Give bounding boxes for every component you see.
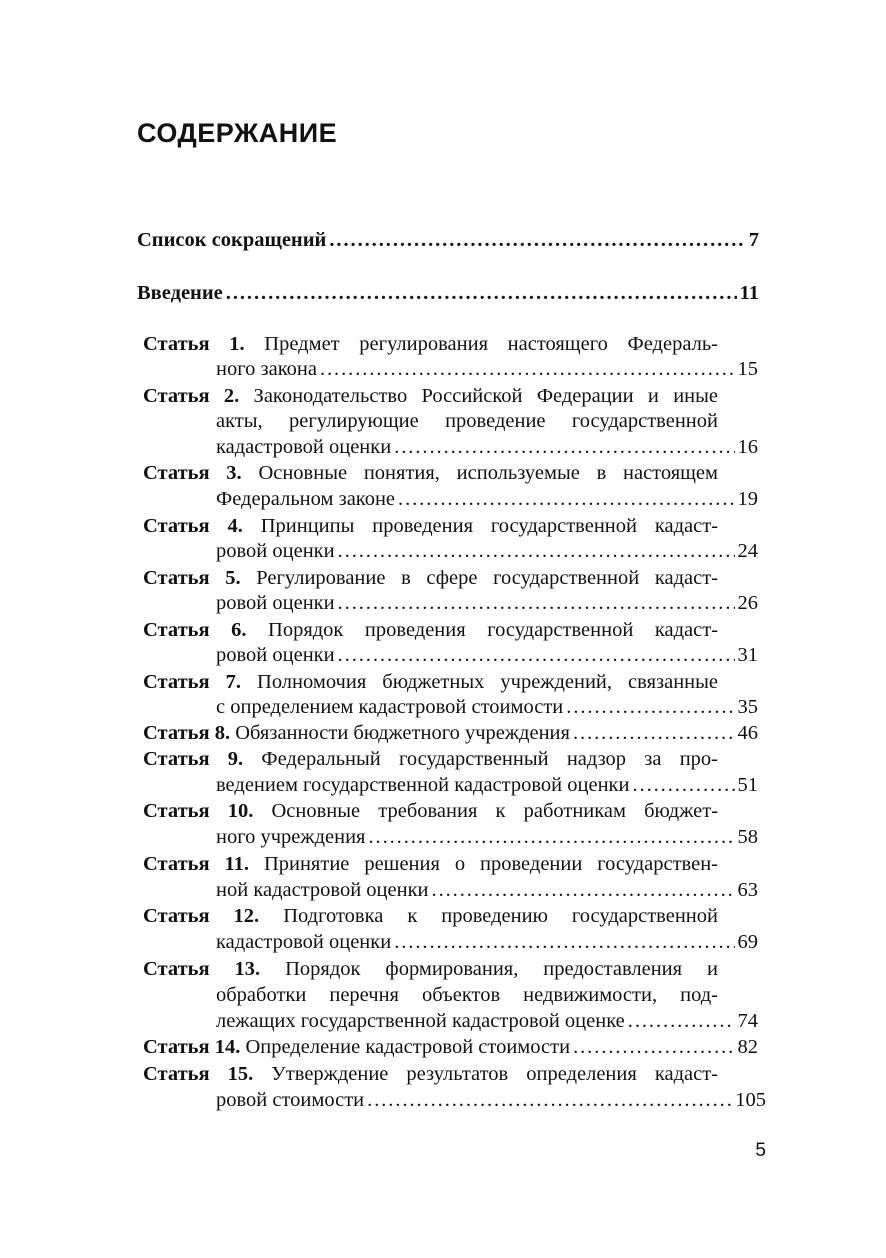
article-title: Принятие решения о проведении государствен- [263, 853, 718, 875]
leader-dots [367, 1087, 732, 1113]
toc-entry-article-12-cont[interactable] [216, 929, 758, 955]
toc-entry-article-15[interactable] [143, 1061, 718, 1087]
article-title-cont: Федеральном законе [216, 488, 396, 510]
article-title-cont: ной кадастровой оценки [216, 879, 429, 901]
toc-entry-article-11[interactable] [143, 851, 718, 877]
toc-entry-article-9-cont[interactable] [216, 772, 758, 798]
leader-dots [338, 538, 735, 564]
toc-entry-article-6-cont[interactable] [216, 642, 758, 668]
article-label: Статья 12. [143, 905, 260, 927]
article-label: Статья 7. [143, 671, 241, 693]
article-title-cont: ведением государственной кадастровой оценки [216, 774, 630, 796]
article-title: Определение кадастровой стоимости [245, 1036, 571, 1058]
leader-dots [226, 280, 737, 306]
article-label: Статья 4. [143, 515, 243, 537]
article-title: Обязанности бюджетного учреждения [235, 722, 570, 744]
leader-dots [566, 694, 734, 720]
toc-entry-article-4-cont[interactable] [216, 538, 758, 564]
leader-dots [632, 772, 734, 798]
article-title-cont: ровой оценки [216, 644, 335, 666]
toc-page-number: 82 [737, 1036, 758, 1058]
toc-page-number: 19 [737, 488, 758, 510]
article-title: Полномочия бюджетных учреждений, связанные [257, 671, 719, 693]
article-title-cont: ного учреждения [216, 826, 366, 848]
leader-dots [338, 642, 735, 668]
leader-dots [398, 486, 734, 512]
leader-dots [432, 877, 735, 903]
toc-entry-article-4[interactable] [143, 513, 718, 539]
article-label: Статья 10. [143, 800, 254, 822]
toc-entry-article-12[interactable] [143, 903, 718, 929]
toc-entry-article-2-cont2[interactable] [216, 434, 758, 460]
article-title-cont: лежащих государственной кадастровой оценке [216, 1010, 625, 1032]
leader-dots [368, 824, 734, 850]
toc-entry-article-5-cont[interactable] [216, 590, 758, 616]
article-label: Статья 6. [143, 619, 247, 641]
article-title-cont: кадастровой оценки [216, 436, 392, 458]
toc-entry-article-13-cont2[interactable] [216, 1008, 758, 1034]
toc-entry-article-13[interactable] [143, 956, 718, 982]
article-title-cont: ровой оценки [216, 592, 335, 614]
toc-entry-introduction[interactable] [137, 280, 759, 306]
toc-page-number: 51 [737, 774, 758, 796]
article-label: Статья 11. [143, 853, 249, 875]
article-label: Статья 5. [143, 567, 241, 589]
toc-page-number: 105 [735, 1089, 766, 1111]
article-label: Статья 14. [143, 1036, 241, 1058]
leader-dots [329, 227, 745, 253]
article-title-cont: обработки перечня объектов недвижимости, под- [216, 984, 718, 1006]
toc-entry-article-10[interactable] [143, 798, 718, 824]
toc-entry-article-1[interactable] [143, 331, 718, 357]
article-label: Статья 8. [143, 722, 231, 744]
leader-dots [338, 590, 735, 616]
article-label: Статья 9. [143, 748, 244, 770]
leader-dots [573, 1034, 734, 1060]
article-label: Статья 15. [143, 1063, 254, 1085]
toc-page-number: 24 [737, 540, 758, 562]
leader-dots [628, 1008, 735, 1034]
toc-entry-article-7-cont[interactable] [216, 694, 758, 720]
article-title: Предмет регулирования настоящего Федераль- [264, 333, 718, 355]
article-title: Федеральный государственный надзор за про- [261, 748, 718, 770]
toc-entry-article-5[interactable] [143, 565, 718, 591]
toc-entry-article-6[interactable] [143, 617, 718, 643]
toc-entry-article-2[interactable] [143, 383, 718, 409]
toc-entry-article-10-cont[interactable] [216, 824, 758, 850]
leader-dots [394, 929, 734, 955]
article-label: Статья 3. [143, 462, 242, 484]
toc-entry-article-15-cont[interactable] [216, 1087, 766, 1113]
toc-page-number: 74 [737, 1010, 758, 1032]
toc-entry-title: Введение [137, 282, 223, 304]
toc-page-number: 63 [737, 879, 758, 901]
article-title: Основные понятия, используемые в настоящем [258, 462, 719, 484]
toc-entry-article-1-cont[interactable] [216, 356, 758, 382]
toc-page-number: 16 [737, 436, 758, 458]
toc-entry-title: Список сокращений [137, 229, 327, 251]
toc-entry-article-13-cont[interactable] [216, 982, 718, 1008]
toc-page-number: 35 [737, 696, 758, 718]
toc-page-number: 7 [748, 229, 759, 251]
toc-entry-abbreviations[interactable] [137, 227, 759, 253]
article-title: Регулирование в сфере государственной кадаст- [256, 567, 719, 589]
toc-page-number: 58 [737, 826, 758, 848]
toc-page-number: 46 [737, 722, 758, 744]
toc-entry-article-7[interactable] [143, 669, 718, 695]
article-title: Принципы проведения государственной кадаст- [260, 515, 719, 537]
article-title-cont: ного закона [216, 358, 317, 380]
toc-page-number: 69 [737, 931, 758, 953]
article-title-cont: с определением кадастровой стоимости [216, 696, 564, 718]
leader-dots [394, 434, 734, 460]
article-title-cont: акты, регулирующие проведение государственной [216, 410, 718, 432]
toc-entry-article-11-cont[interactable] [216, 877, 758, 903]
article-label: Статья 2. [143, 385, 240, 407]
page-title: СОДЕРЖАНИЕ [137, 118, 338, 148]
article-title: Основные требования к работникам бюджет- [271, 800, 719, 822]
toc-entry-article-3-cont[interactable] [216, 486, 758, 512]
toc-entry-article-14[interactable] [143, 1034, 758, 1060]
article-title: Утверждение результатов определения кадаст- [271, 1063, 718, 1085]
article-title: Порядок формирования, предоставления и [285, 958, 718, 980]
toc-page-number: 11 [739, 282, 759, 304]
article-title: Подготовка к проведению государственной [283, 905, 718, 927]
toc-entry-article-3[interactable] [143, 460, 718, 486]
article-title-cont: кадастровой оценки [216, 931, 392, 953]
article-title-cont: ровой стоимости [216, 1089, 365, 1111]
toc-page-number: 26 [737, 592, 758, 614]
toc-entry-article-2-cont[interactable] [216, 408, 718, 434]
article-label: Статья 1. [143, 333, 245, 355]
article-title: Законодательство Российской Федерации и иные [253, 385, 719, 407]
article-title-cont: ровой оценки [216, 540, 335, 562]
leader-dots [573, 720, 735, 746]
article-title: Порядок проведения государственной кадаст- [268, 619, 718, 641]
leader-dots [320, 356, 735, 382]
toc-entry-article-9[interactable] [143, 746, 718, 772]
toc-page-number: 31 [737, 644, 758, 666]
toc-page-number: 15 [737, 358, 758, 380]
article-label: Статья 13. [143, 958, 261, 980]
page-number: 5 [755, 1140, 766, 1161]
toc-entry-article-8[interactable] [143, 720, 758, 746]
